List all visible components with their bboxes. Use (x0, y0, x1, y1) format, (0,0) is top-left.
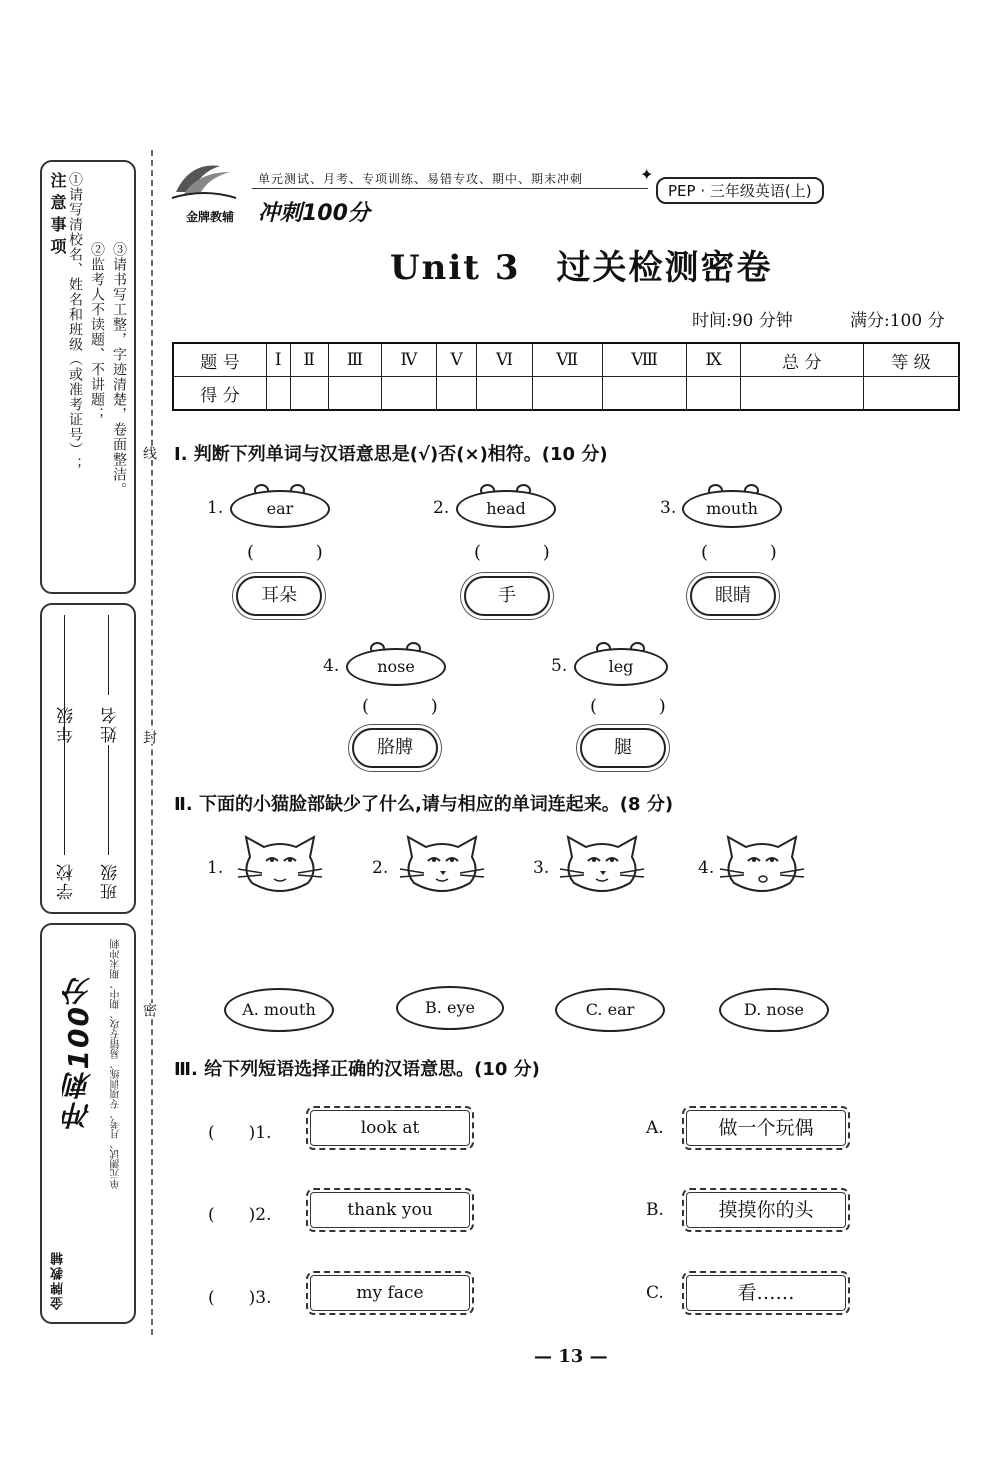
s1-item-num: 2. (433, 498, 450, 518)
score-header-cell: 题 号 (173, 343, 267, 377)
s2-item-num: 3. (533, 858, 550, 878)
s3-answer-blank[interactable]: ( )3. (208, 1288, 272, 1308)
cat-face-icon (558, 833, 646, 897)
score-cell[interactable] (267, 377, 291, 411)
score-cell[interactable] (290, 377, 328, 411)
notice-3: ③请书写工整，字迹清楚，卷面整洁。 (111, 242, 127, 497)
s1-meaning-cloud: 腿 (580, 728, 666, 768)
side-brand-title: 冲刺100分 (62, 975, 95, 1130)
header-rule (252, 188, 648, 189)
score-header-cell: Ⅵ (477, 343, 532, 377)
s3-answer-blank[interactable]: ( )1. (208, 1123, 272, 1143)
s1-meaning-cloud: 眼睛 (690, 576, 776, 616)
class-label: 班级 (101, 862, 121, 900)
section-2-title: Ⅱ. 下面的小猫脸部缺少了什么,请与相应的单词连起来。(8 分) (174, 794, 674, 815)
time-limit: 时间:90 分钟 (692, 311, 793, 331)
score-header-cell: 总 分 (740, 343, 863, 377)
score-row-label: 得 分 (173, 377, 267, 411)
cat-face-icon (718, 833, 806, 897)
full-score: 满分:100 分 (850, 311, 945, 331)
cut-word-1: 线 (141, 446, 157, 460)
score-header-cell: Ⅶ (532, 343, 602, 377)
s3-option-letter: A. (646, 1118, 664, 1138)
score-header-cell: Ⅳ (381, 343, 436, 377)
score-header-row (173, 343, 959, 377)
s1-item-num: 3. (660, 498, 677, 518)
s3-meaning-box: 做一个玩偶 (682, 1106, 850, 1150)
s1-item-num: 5. (551, 656, 568, 676)
s1-word-oval: head (456, 490, 556, 528)
s3-phrase-box: thank you (306, 1188, 474, 1232)
notice-label: 注意事项 (48, 172, 67, 260)
score-header-cell: Ⅴ (436, 343, 477, 377)
score-row (173, 377, 959, 411)
cat-face-icon (398, 833, 486, 897)
side-brand-logo: 金牌教辅 (51, 1250, 66, 1310)
score-header-cell: Ⅸ (687, 343, 740, 377)
s2-option-oval[interactable]: B. eye (396, 986, 504, 1030)
notice-box (40, 160, 136, 594)
header-sub: 单元测试、月考、专项训练、易错专攻、期中、期末冲刺 (258, 172, 584, 186)
name-label: 姓名 (101, 705, 121, 743)
s2-item-num: 1. (207, 858, 224, 878)
s3-option-letter: B. (646, 1200, 664, 1220)
cut-word-2: 封 (141, 730, 157, 744)
score-cell[interactable] (436, 377, 477, 411)
score-cell[interactable] (532, 377, 602, 411)
s1-item-num: 1. (207, 498, 224, 518)
s2-item-num: 2. (372, 858, 389, 878)
s2-option-oval[interactable]: C. ear (555, 988, 665, 1032)
score-header-cell: Ⅷ (602, 343, 687, 377)
score-cell[interactable] (864, 377, 960, 411)
grade-label: 年级 (57, 705, 77, 743)
grade-tag: PEP · 三年级英语(上) (656, 177, 824, 204)
header-brand-title: 冲刺100分 (258, 201, 370, 226)
name-line[interactable] (108, 615, 109, 695)
s1-answer-blank[interactable]: ( ) (590, 696, 694, 717)
s3-answer-blank[interactable]: ( )2. (208, 1205, 272, 1225)
score-table (172, 342, 960, 411)
s2-item-num: 4. (698, 858, 715, 878)
score-header-cell: Ⅲ (328, 343, 381, 377)
s1-meaning-cloud: 耳朵 (236, 576, 322, 616)
page-number: — 13 — (534, 1346, 608, 1367)
s1-answer-blank[interactable]: ( ) (247, 542, 351, 563)
notice-1: ①请写清校名、姓名和班级（或准考证号）； (67, 172, 83, 472)
section-1-title: Ⅰ. 判断下列单词与汉语意思是(√)否(×)相符。(10 分) (174, 444, 608, 465)
score-cell[interactable] (477, 377, 532, 411)
notice-2: ②监考人不读题、不讲题； (89, 242, 105, 422)
grade-line[interactable] (64, 615, 65, 695)
s1-answer-blank[interactable]: ( ) (474, 542, 578, 563)
s3-meaning-box: 看…… (682, 1271, 850, 1315)
s1-answer-blank[interactable]: ( ) (362, 696, 466, 717)
score-cell[interactable] (328, 377, 381, 411)
score-cell[interactable] (687, 377, 740, 411)
cut-word-3: 密 (141, 1003, 157, 1017)
info-box (40, 603, 136, 914)
s2-option-oval[interactable]: A. mouth (224, 988, 334, 1032)
s3-meaning-box: 摸摸你的头 (682, 1188, 850, 1232)
cat-face-icon (236, 833, 324, 897)
book-logo-icon (170, 158, 240, 206)
s3-phrase-box: look at (306, 1106, 474, 1150)
s1-word-oval: ear (230, 490, 330, 528)
s2-option-oval[interactable]: D. nose (719, 988, 829, 1032)
header-logo-text: 金牌教辅 (186, 210, 235, 224)
school-label: 学校 (57, 862, 77, 900)
s1-meaning-cloud: 胳膊 (352, 728, 438, 768)
s1-word-oval: leg (574, 648, 668, 686)
side-brand-sub: 单元测试、月考、专项训练、易错专攻、期中、期末冲刺 (111, 939, 122, 1189)
s1-answer-blank[interactable]: ( ) (701, 542, 805, 563)
s3-option-letter: C. (646, 1283, 664, 1303)
s1-word-oval: nose (346, 648, 446, 686)
score-header-cell: Ⅱ (290, 343, 328, 377)
star-icon: ✦ (640, 165, 654, 184)
s1-item-num: 4. (323, 656, 340, 676)
side-brand-box (40, 923, 136, 1324)
s3-phrase-box: my face (306, 1271, 474, 1315)
score-cell[interactable] (740, 377, 863, 411)
s1-meaning-cloud: 手 (464, 576, 550, 616)
score-cell[interactable] (381, 377, 436, 411)
score-header-cell: Ⅰ (267, 343, 291, 377)
page-title: Unit 3 过关检测密卷 (390, 248, 773, 288)
score-header-cell: 等 级 (864, 343, 960, 377)
score-cell[interactable] (602, 377, 687, 411)
section-3-title: Ⅲ. 给下列短语选择正确的汉语意思。(10 分) (174, 1059, 540, 1080)
class-line[interactable] (108, 745, 109, 855)
s1-word-oval: mouth (682, 490, 782, 528)
